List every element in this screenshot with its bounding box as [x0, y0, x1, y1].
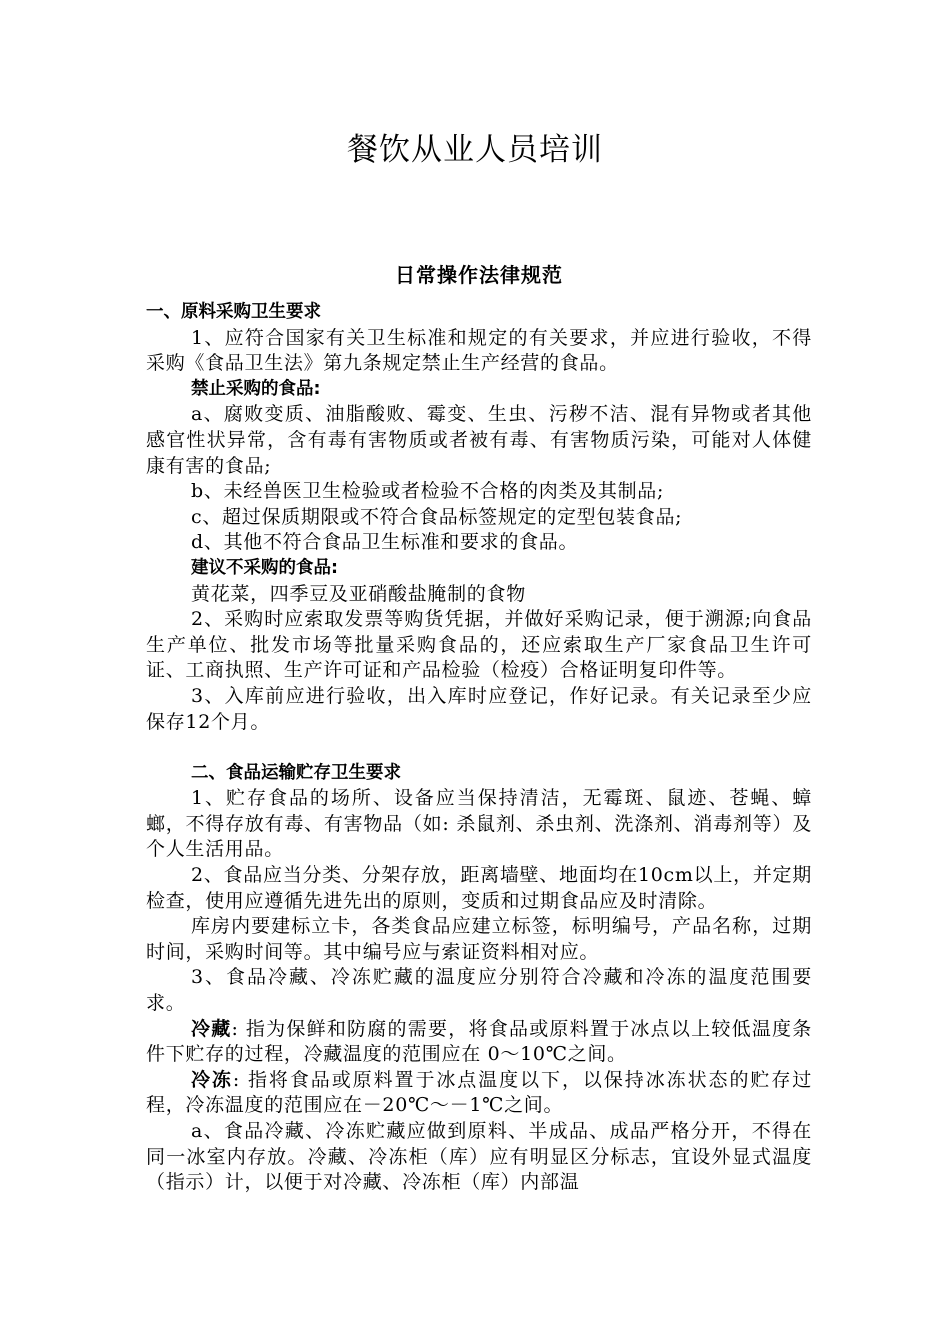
document-title: 餐饮从业人员培训 — [347, 132, 603, 168]
document-subtitle: 日常操作法律规范 — [395, 263, 563, 287]
section-2-paragraph-3: 3、食品冷藏、冷冻贮藏的温度应分别符合冷藏和冷冻的温度范围要求。 — [146, 966, 812, 1015]
section-2-item-a: a、食品冷藏、冷冻贮藏应做到原料、半成品、成品严格分开，不得在同一冰室内存放。冷藏、冷冻柜（库）应有明显区分标志，宜设外显式温度（指示）计，以便于对冷藏、冷冻柜（库）内部温 — [146, 1120, 812, 1194]
section-2-paragraph-1: 1、贮存食品的场所、设备应当保持清洁，无霉斑、鼠迹、苍蝇、蟑螂，不得存放有毒、有害物品（如: 杀鼠剂、杀虫剂、洗涤剂、消毒剂等）及个人生活用品。 — [146, 787, 812, 861]
section-1-paragraph-1: 1、应符合国家有关卫生标准和规定的有关要求，并应进行验收，不得采购《食品卫生法》第九条规定禁止生产经营的食品。 — [146, 326, 812, 375]
section-1-paragraph-3: 3、入库前应进行验收，出入库时应登记，作好记录。有关记录至少应保存12个月。 — [146, 684, 812, 733]
prohibited-item-c: c、超过保质期限或不符合食品标签规定的定型包装食品; — [191, 505, 683, 528]
cold-storage-text: : 指为保鲜和防腐的需要，将食品或原料置于冰点以上较低温度条件下贮存的过程，冷藏温度的范围应在 0～10℃之间。 — [146, 1017, 812, 1066]
section-1-heading: 一、原料采购卫生要求 — [146, 302, 321, 322]
prohibited-item-b: b、未经兽医卫生检验或者检验不合格的肉类及其制品; — [191, 480, 665, 503]
document-body — [146, 258, 812, 1196]
section-2-paragraph-2b: 库房内要建标立卡，各类食品应建立标签，标明编号，产品名称，过期时间，采购时间等。其中编号应与索证资料相对应。 — [146, 915, 812, 963]
freezing-text: : 指将食品或原料置于冰点温度以下，以保持冰冻状态的贮存过程，冷冻温度的范围应在－20℃～－1℃之间。 — [146, 1068, 812, 1117]
freezing-term: 冷冻 — [191, 1068, 233, 1091]
prohibited-item-a: a、腐败变质、油脂酸败、霉变、生虫、污秽不洁、混有异物或者其他感官性状异常，含有毒有害物质或者被有毒、有害物质污染，可能对人体健康有害的食品; — [146, 403, 812, 477]
section-2-heading: 二、食品运输贮存卫生要求 — [191, 762, 401, 783]
prohibited-foods-heading: 禁止采购的食品: — [191, 378, 321, 399]
cold-storage-term: 冷藏 — [191, 1017, 232, 1040]
section-1-paragraph-2: 2、采购时应索取发票等购货凭据，并做好采购记录，便于溯源;向食品生产单位、批发市场等批量采购食品的，还应索取生产厂家食品卫生许可证、工商执照、生产许可证和产品检验（检疫）合格证明复印件等。 — [146, 608, 812, 682]
not-recommended-heading: 建议不采购的食品: — [191, 557, 338, 578]
not-recommended-text: 黄花菜，四季豆及亚硝酸盐腌制的食物 — [191, 582, 526, 605]
section-spacer — [146, 735, 812, 761]
freezing-definition — [146, 1068, 812, 1119]
section-2-paragraph-2: 2、食品应当分类、分架存放，距离墙壁、地面均在10cm以上，并定期检查，使用应遵循先进先出的原则，变质和过期食品应及时清除。 — [146, 864, 812, 912]
cold-storage-definition — [146, 1017, 812, 1068]
prohibited-item-d: d、其他不符合食品卫生标准和要求的食品。 — [191, 531, 579, 554]
